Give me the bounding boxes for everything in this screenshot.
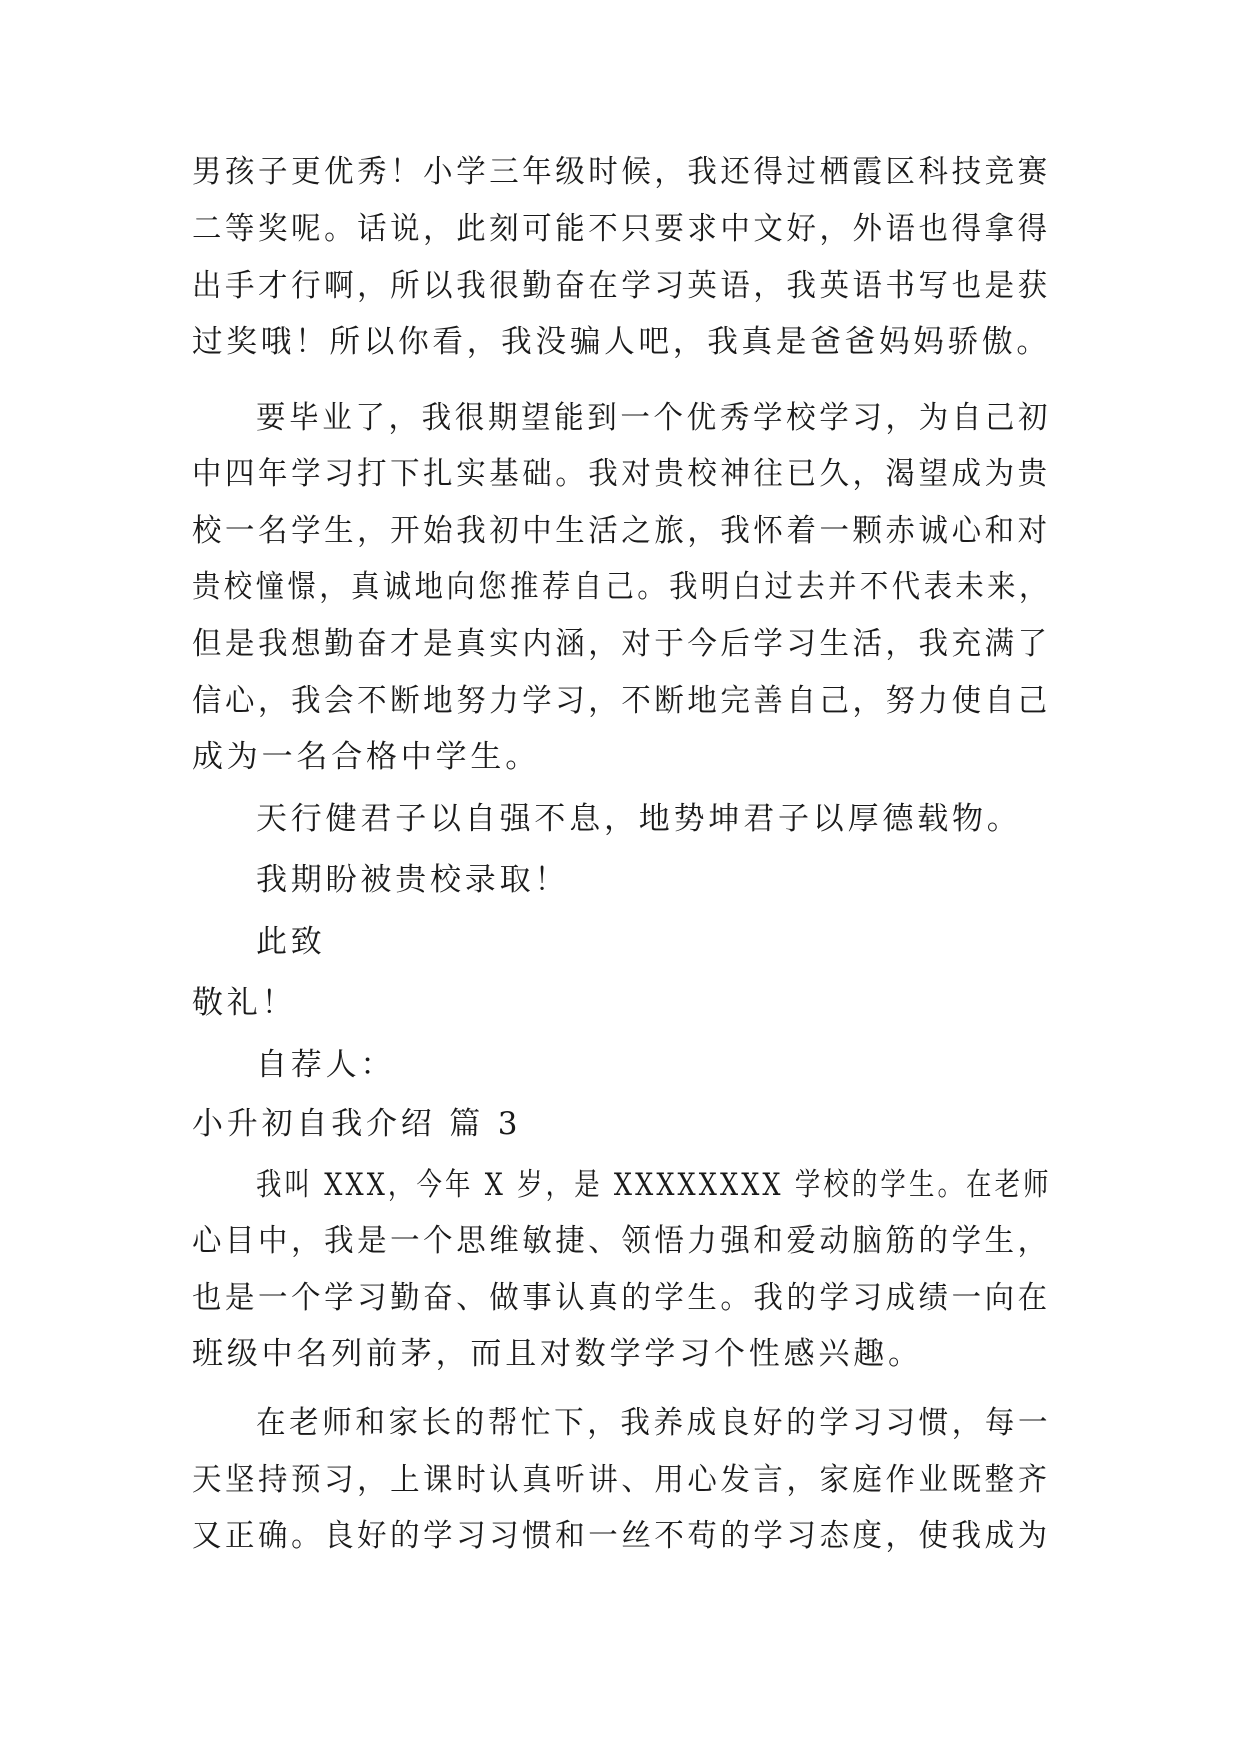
paragraph-line: 在老师和家长的帮忙下，我养成良好的学习习惯，每一 [256, 1405, 1052, 1441]
closing-salutation: 此致 [256, 924, 326, 960]
paragraph-line: 天坚持预习，上课时认真听讲、用心发言，家庭作业既整齐 [192, 1462, 1051, 1498]
paragraph-line: 过奖哦！所以你看，我没骗人吧，我真是爸爸妈妈骄傲。 [192, 324, 1051, 360]
paragraph-line: 校一名学生，开始我初中生活之旅，我怀着一颗赤诚心和对 [192, 513, 1051, 549]
paragraph-line: 我叫 XXX，今年 X 岁，是 XXXXXXXX 学校的学生。在老师 [256, 1167, 1052, 1203]
paragraph-line: 班级中名列前茅，而且对数学学习个性感兴趣。 [192, 1336, 923, 1372]
closing-regards: 敬礼！ [192, 985, 297, 1021]
paragraph-line: 中四年学习打下扎实基础。我对贵校神往已久，渴望成为贵 [192, 456, 1051, 492]
paragraph-line: 心目中，我是一个思维敏捷、领悟力强和爱动脑筋的学生， [192, 1223, 1051, 1259]
paragraph-line: 成为一名合格中学生。 [192, 739, 540, 775]
paragraph-line: 又正确。良好的学习习惯和一丝不苟的学习态度，使我成为 [192, 1518, 1051, 1554]
paragraph-line: 也是一个学习勤奋、做事认真的学生。我的学习成绩一向在 [192, 1280, 1051, 1316]
paragraph-line: 出手才行啊，所以我很勤奋在学习英语，我英语书写也是获 [192, 268, 1051, 304]
paragraph-line: 二等奖呢。话说，此刻可能不只要求中文好，外语也得拿得 [192, 211, 1051, 247]
paragraph-line: 贵校憧憬，真诚地向您推荐自己。我明白过去并不代表未来， [192, 569, 1051, 605]
paragraph-line: 我期盼被贵校录取！ [256, 862, 570, 898]
paragraph-line: 但是我想勤奋才是真实内涵，对于今后学习生活，我充满了 [192, 626, 1051, 662]
paragraph-line: 男孩子更优秀！小学三年级时候，我还得过栖霞区科技竞赛 [192, 154, 1051, 190]
paragraph-line: 信心，我会不断地努力学习，不断地完善自己，努力使自己 [192, 683, 1051, 719]
paragraph-line: 天行健君子以自强不息，地势坤君子以厚德载物。 [256, 801, 1022, 837]
signature-label: 自荐人： [256, 1047, 396, 1083]
section-heading: 小升初自我介绍 篇 3 [192, 1106, 522, 1142]
paragraph-line: 要毕业了，我很期望能到一个优秀学校学习，为自己初 [256, 400, 1052, 436]
